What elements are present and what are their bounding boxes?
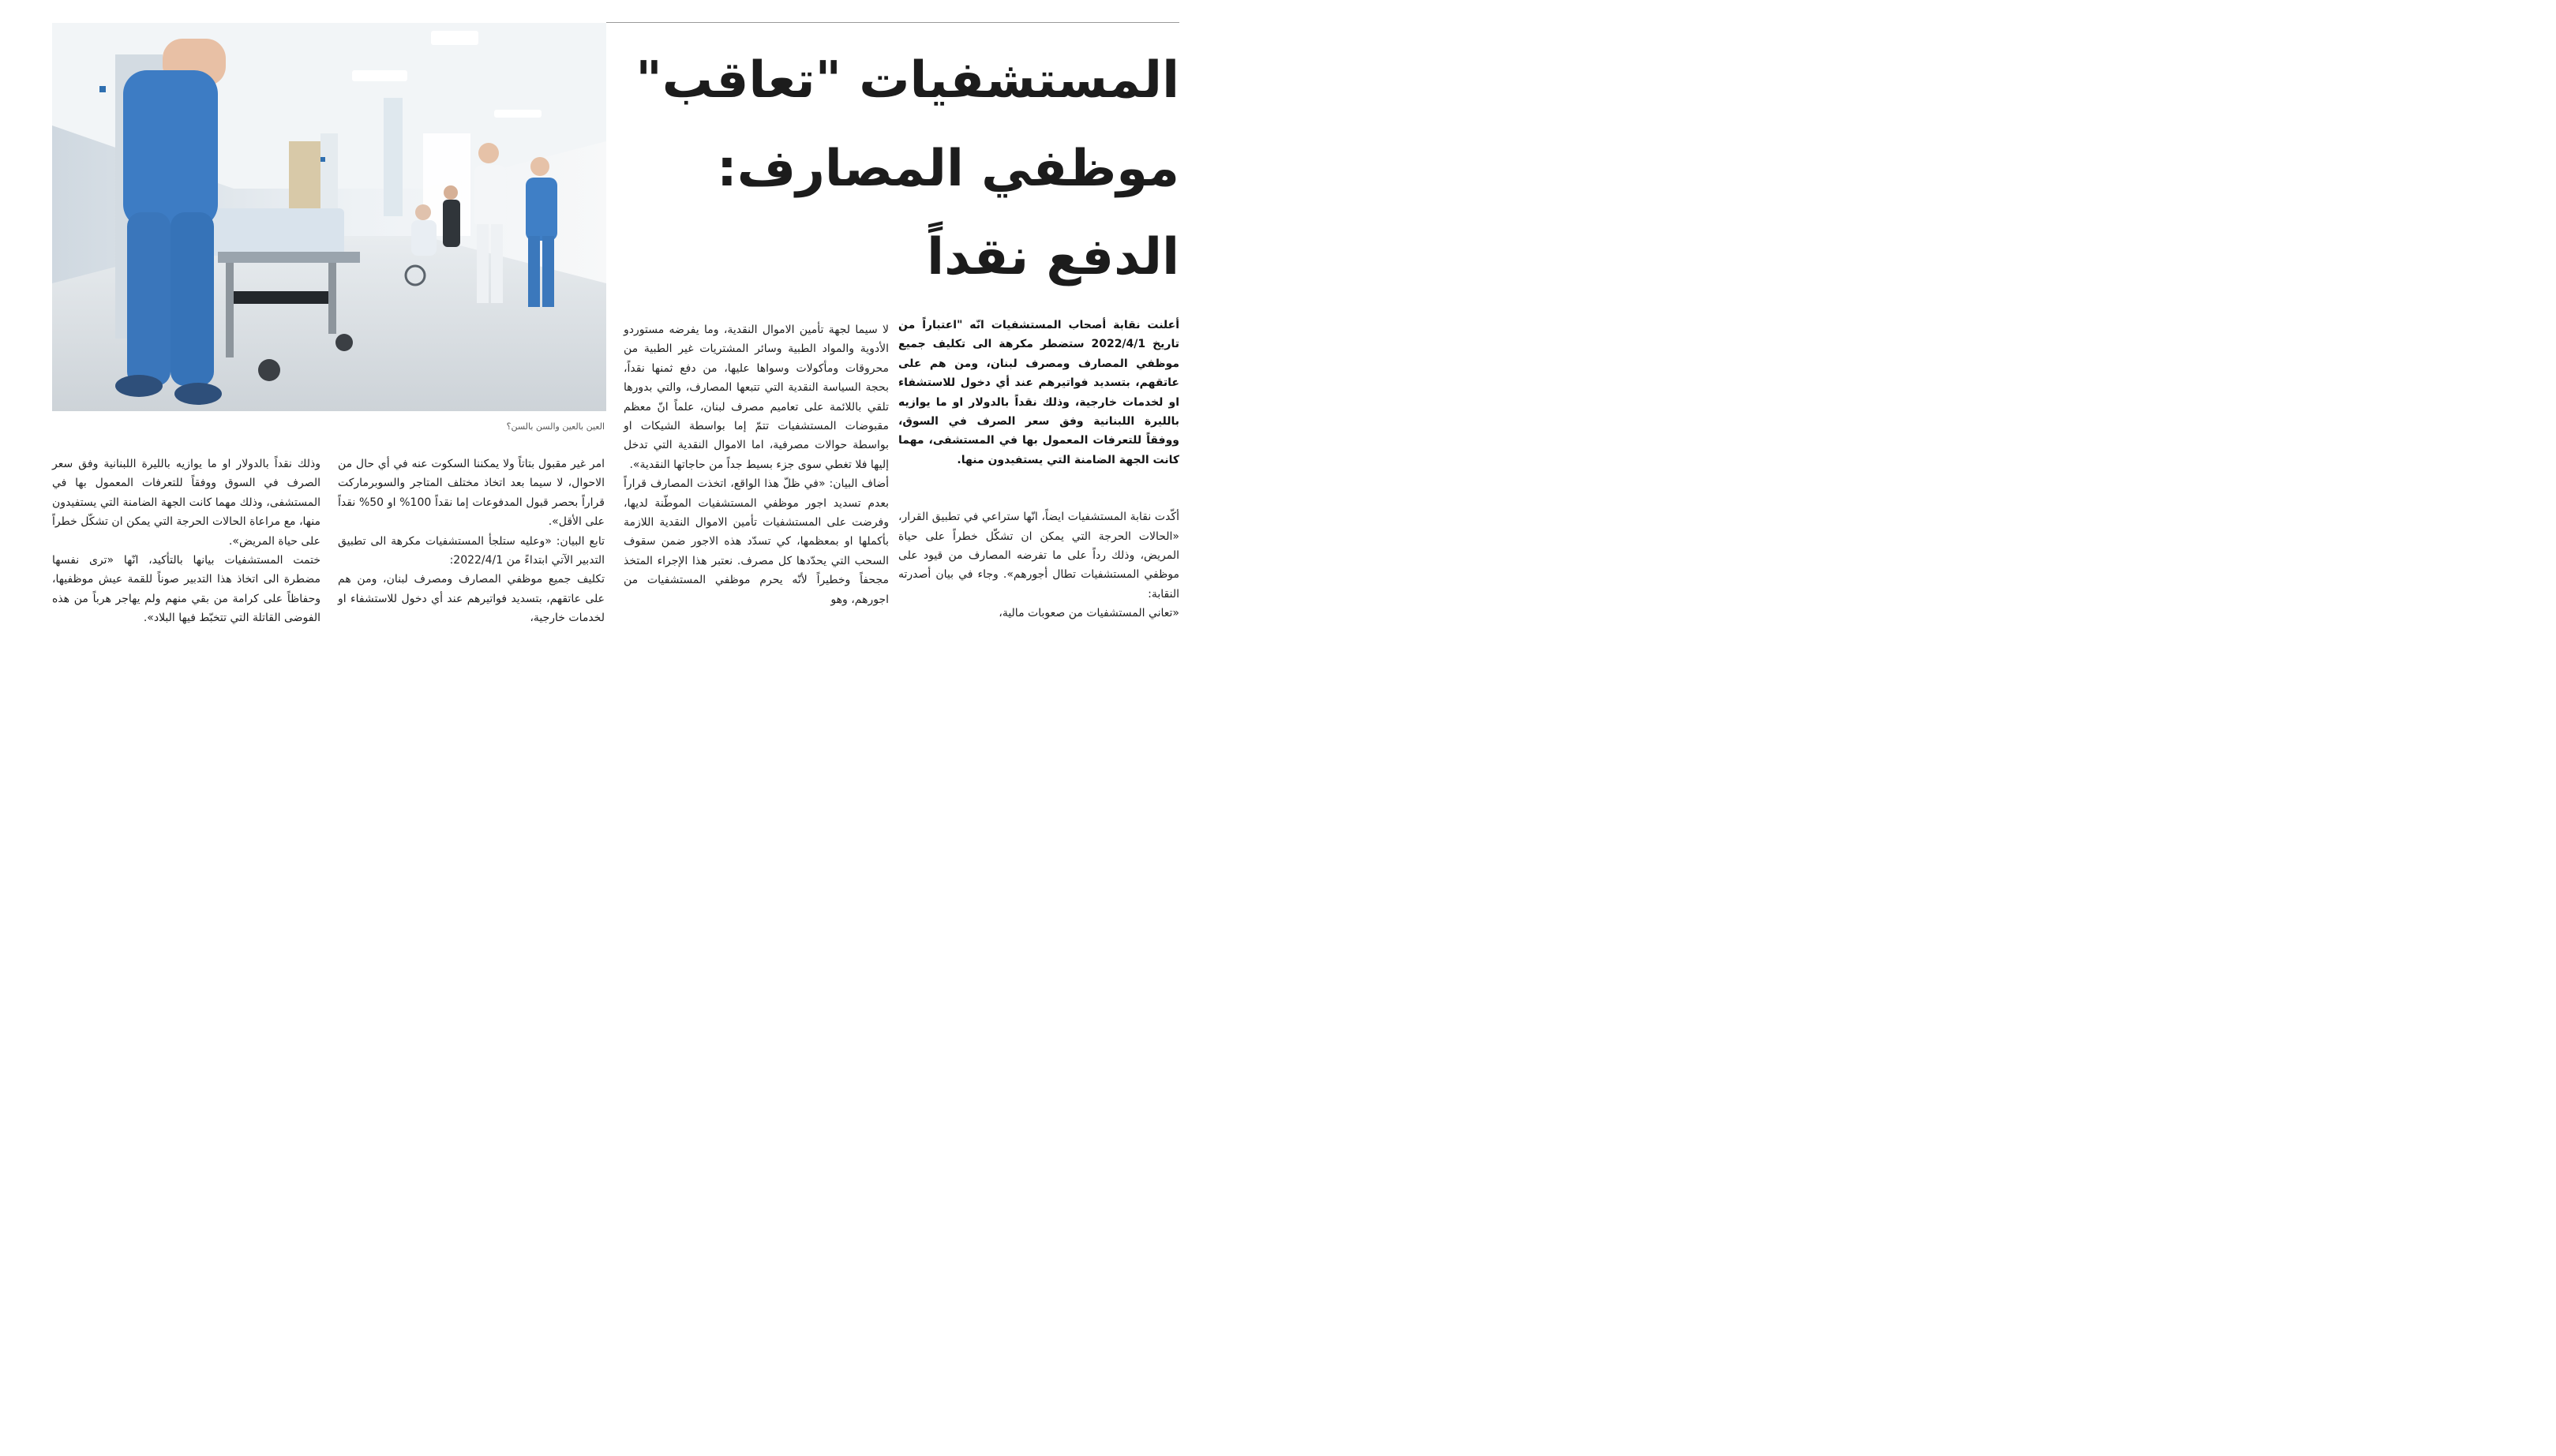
column-4 — [52, 455, 320, 628]
headline-line: الدفع نقداً — [927, 228, 1179, 286]
body-paragraph: وذلك نقداً بالدولار او ما يوازيه بالليرة اللبنانية وفق سعر الصرف في السوق ووفقاً للتعرفات المعمول بها في المستشفى، وذلك مهما كانت الجهة الضامنة التي يستفيدون منها، مع مراعاة الحالات الحرجة التي يمكن ان تشكّل خطراً على حياة المريض». — [52, 458, 320, 548]
body-paragraph: أضاف البيان: «في ظلّ هذا الواقع، اتخذت المصارف قراراً بعدم تسديد اجور موظفي المستشفيات الموطّنة لديها، وفرضت على المستشفيات تأمين الاموال النقدية اللازمة بأكملها او بمعظمها، كي تسدّد هذه الاجور ضمن سقوف السحب التي يحدّدها كل مصرف. نعتبر هذا الإجراء المتخذ مجحفاً وخطيراً لأنّه يحرم موظفي المستشفيات من اجورهم، وهو — [624, 477, 889, 606]
top-rule — [606, 22, 1179, 23]
body-paragraph: «تعاني المستشفيات من صعوبات مالية، — [999, 607, 1179, 620]
lead-paragraph: أعلنت نقابة أصحاب المستشفيات انّه "اعتباراً من تاريخ 2022/4/1 ستضطر مكرهة الى تكليف جميع موظفي المصارف ومصرف لبنان، ومن هم على عاتقهم، بتسديد فواتيرهم عند أي دخول للاستشفاء او لخدمات خارجية، وذلك نقداً بالدولار او ما يوازيه بالليرة اللبنانية وفق سعر الصرف في السوق، ووفقاً للتعرفات المعمول بها في المستشفى، مهما كانت الجهة الضامنة التي يستفيدون منها. — [898, 319, 1180, 466]
column-3 — [338, 455, 605, 628]
hospital-corridor-photo — [52, 23, 606, 411]
headline-line: المستشفيات "تعاقب" — [635, 51, 1179, 110]
body-paragraph: تكليف جميع موظفي المصارف ومصرف لبنان، ومن هم على عاتقهم، بتسديد فواتيرهم عند أي دخول للاستشفاء او لخدمات خارجية، — [338, 573, 605, 625]
body-paragraph: ختمت المستشفيات بيانها بالتأكيد، انّها «ترى نفسها مضطرة الى اتخاذ هذا التدبير صوناً للقمة عيش موظفيها، وحفاظاً على كرامة من بقي منهم ولم يهاجر هرباً من هذه الفوضى القاتلة التي تتخبّط فيها البلاد». — [52, 554, 320, 625]
body-paragraph: أكّدت نقابة المستشفيات ايضاً، انّها ستراعي في تطبيق القرار، «الحالات الحرجة التي يمكن ان تشكّل خطراً على حياة المريض، وذلك رداً على ما تفرضه المصارف من قيود على موظفي المستشفيات تطال أجورهم». وجاء في بيان أصدرته النقابة: — [898, 511, 1179, 601]
body-paragraph: امر غير مقبول بتاتاً ولا يمكننا السكوت عنه في أي حال من الاحوال، لا سيما بعد اتخاذ مختلف المتاجر والسوبرماركت قراراً بحصر قبول المدفوعات إما نقداً 100% او 50% نقداً على الأقل». — [338, 458, 605, 529]
column-1 — [898, 316, 1179, 623]
body-paragraph: تابع البيان: «وعليه ستلجأ المستشفيات مكرهة الى تطبيق التدبير الآتي ابتداءً من 2022/4/1: — [338, 534, 605, 567]
headline — [608, 36, 1179, 301]
headline-line: موظفي المصارف: — [717, 140, 1179, 198]
photo-caption: العين بالعين والسن بالسن؟ — [506, 421, 605, 432]
column-2 — [624, 320, 889, 609]
body-paragraph: لا سيما لجهة تأمين الاموال النقدية، وما يفرضه مستوردو الأدوية والمواد الطبية وسائر المشتريات غير الطبية من محروقات ومأكولات وسواها عليها، من دفع ثمنها نقداً، بحجة السياسة النقدية التي تتبعها المصارف، والتي بدورها تلقي باللائمة على تعاميم مصرف لبنان، علماً انّ معظم مقبوضات المستشفيات تتمّ إما بواسطة الشيكات او بواسطة حوالات مصرفية، اما الاموال النقدية التي تدخل إليها فلا تغطي سوى جزء بسيط جداً من حاجاتها النقدية». — [624, 324, 889, 471]
